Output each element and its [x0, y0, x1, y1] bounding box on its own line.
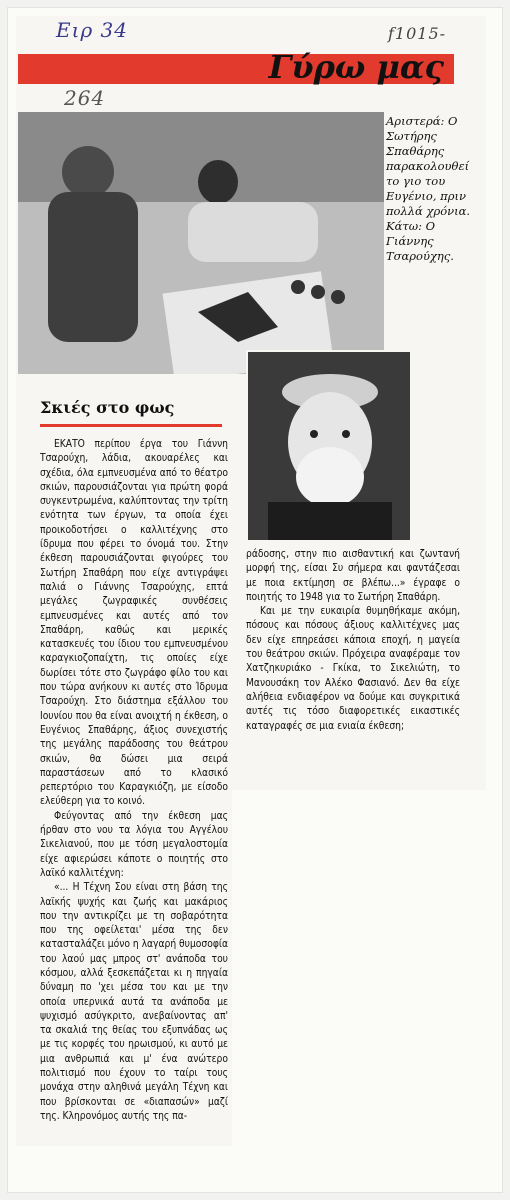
- article-paragraph: Και με την ευκαιρία θυμηθήκαμε ακόμη, πόσους και πόσους άξιους καλλιτέχνες μας δεν είχε επηρεάσει κάποια εποχή, η μαγεία του θεάτρου σκιών. Πρόχειρα αναφέραμε τον Χατζηκυριάκο - Γκίκα, το Σικελιώτη, το Μανουσάκη τον Αλέκο Φασιανό. Δεν θα είχε αλήθεια ενδιαφέρον να δούμε και συγκριτικά αυτές τις τόσο διαφορετικές εικαστικές καταγραφές σε μια ενιαία έκθεση;: [246, 606, 460, 732]
- article-paragraph: Φεύγοντας από την έκθεση μας ήρθαν στο νου τα λόγια του Αγγέλου Σικελιανού, που με τόση μεγαλοστομία είχε αφιερώσει κάποτε ο ποιητής στο λαϊκό καλλιτέχνη:: [40, 810, 228, 879]
- artists-photo-illustration: [18, 112, 384, 374]
- handwritten-number: 264: [64, 86, 106, 110]
- blank-paper-area: [232, 790, 500, 1162]
- article-title: Σκιές στο φως: [40, 398, 175, 417]
- article-right-column: [246, 548, 460, 734]
- section-banner: [18, 48, 454, 86]
- handwritten-source: Ειρ 34: [56, 18, 129, 42]
- article-paragraph: «... Η Τέχνη Σου είναι στη βάση της λαϊκής ψυχής και ζωής και μακάριος που την αντικρίζει με τη σοβαρότητα που της οφείλεται' μέσα της δεν κατασταλάζει μόνο η λαγαρή θυμοσοφία του λαού μας μπρος στ' ανάποδα του κόσμου, αλλά ξεσκεπάζεται κι η πηγαία δύναμη πο 'χει μέσα του και με την οποία υπερνικά αυτά τα ανάποδα με ψυχισμό ασύγκριτο, ανεβαίνοντας απ' τα σκαλιά της θείας του εξυπνάδας ως με τις κορφές του ηρωισμού, κι αυτό με μια ανθρωπιά και μ' ένα ανώτερο πολιτισμό που έχουν το ταίρι τους μονάχα στην αληθινά μεγάλη Τέχνη και που βρίσκονται σε «διαπασών» μαζί της. Κληρονόμος αυτής της πα-: [40, 882, 229, 1122]
- article-left-column: [40, 438, 228, 1124]
- banner-title: Γύρω μας: [268, 48, 444, 86]
- artists-photo: [18, 112, 384, 374]
- photo-caption: Αριστερά: Ο Σωτήρης Σπαθάρης παρακολουθεί το γιο του Ευγένιο, πριν πολλά χρόνια. Κάτω: Ο Γιάννης Τσαρούχης.: [386, 114, 471, 263]
- article-paragraph: ράδοσης, στην πιο αισθαντική και ζωντανή μορφή της, είσαι Συ σήμερα και φαντάζεσαι με ποια εκτίμηση σε βλέπω...» έγραφε ο ποιητής το 1948 για το Σωτήρη Σπαθάρη.: [246, 549, 460, 603]
- article-paragraph: ΕΚΑΤΟ περίπου έργα του Γιάννη Τσαρούχη, λάδια, ακουαρέλες και σχέδια, όλα εμπνευσμένα από το θέατρο σκιών, παρουσιάζονται για πρώτη φορά συγκεντρωμένα, καλύπτοντας την τρίτη ενότητα των έργων, τα οποία έχει προικοδοτήσει ο καλλιτέχνης στο ίδρυμα που φέρει το όνομά του. Στην έκθεση παρουσιάζονται φιγούρες του Σωτήρη Σπαθάρη που είχε αντιγράψει παλιά ο Γιάννης Τσαρούχης, επτά μεγάλες ζωγραφικές συνθέσεις εμπνευσμένες και αυτές από τον Σπαθάρη, καθώς και μερικές κατασκευές του ίδιου του εμπνευσμένου καραγκιοζοπαίχτη, τις οποίες είχε δωρίσει τότε στο ζωγράφο φίλο του και που τώρα ανήκουν κι αυτές στο Ίδρυμα Τσαρούχη. Στο διάστημα εξάλλου του Ιουνίου που θα είναι ανοιχτή η έκθεση, ο Ευγένιος Σπαθάρης, άξιος συνεχιστής της μεγάλης παράδοσης του θεάτρου σκιών, θα δώσει μια σειρά παραστάσεων από το κλασικό ρεπερτόριο του Καραγκιόζη, με είσοδο ελεύθερη για το κοινό.: [40, 439, 228, 808]
- article-title-rule: [40, 424, 222, 427]
- handwritten-ref: f1015-: [388, 24, 447, 43]
- portrait-photo: [246, 350, 412, 542]
- portrait-illustration: [248, 352, 410, 540]
